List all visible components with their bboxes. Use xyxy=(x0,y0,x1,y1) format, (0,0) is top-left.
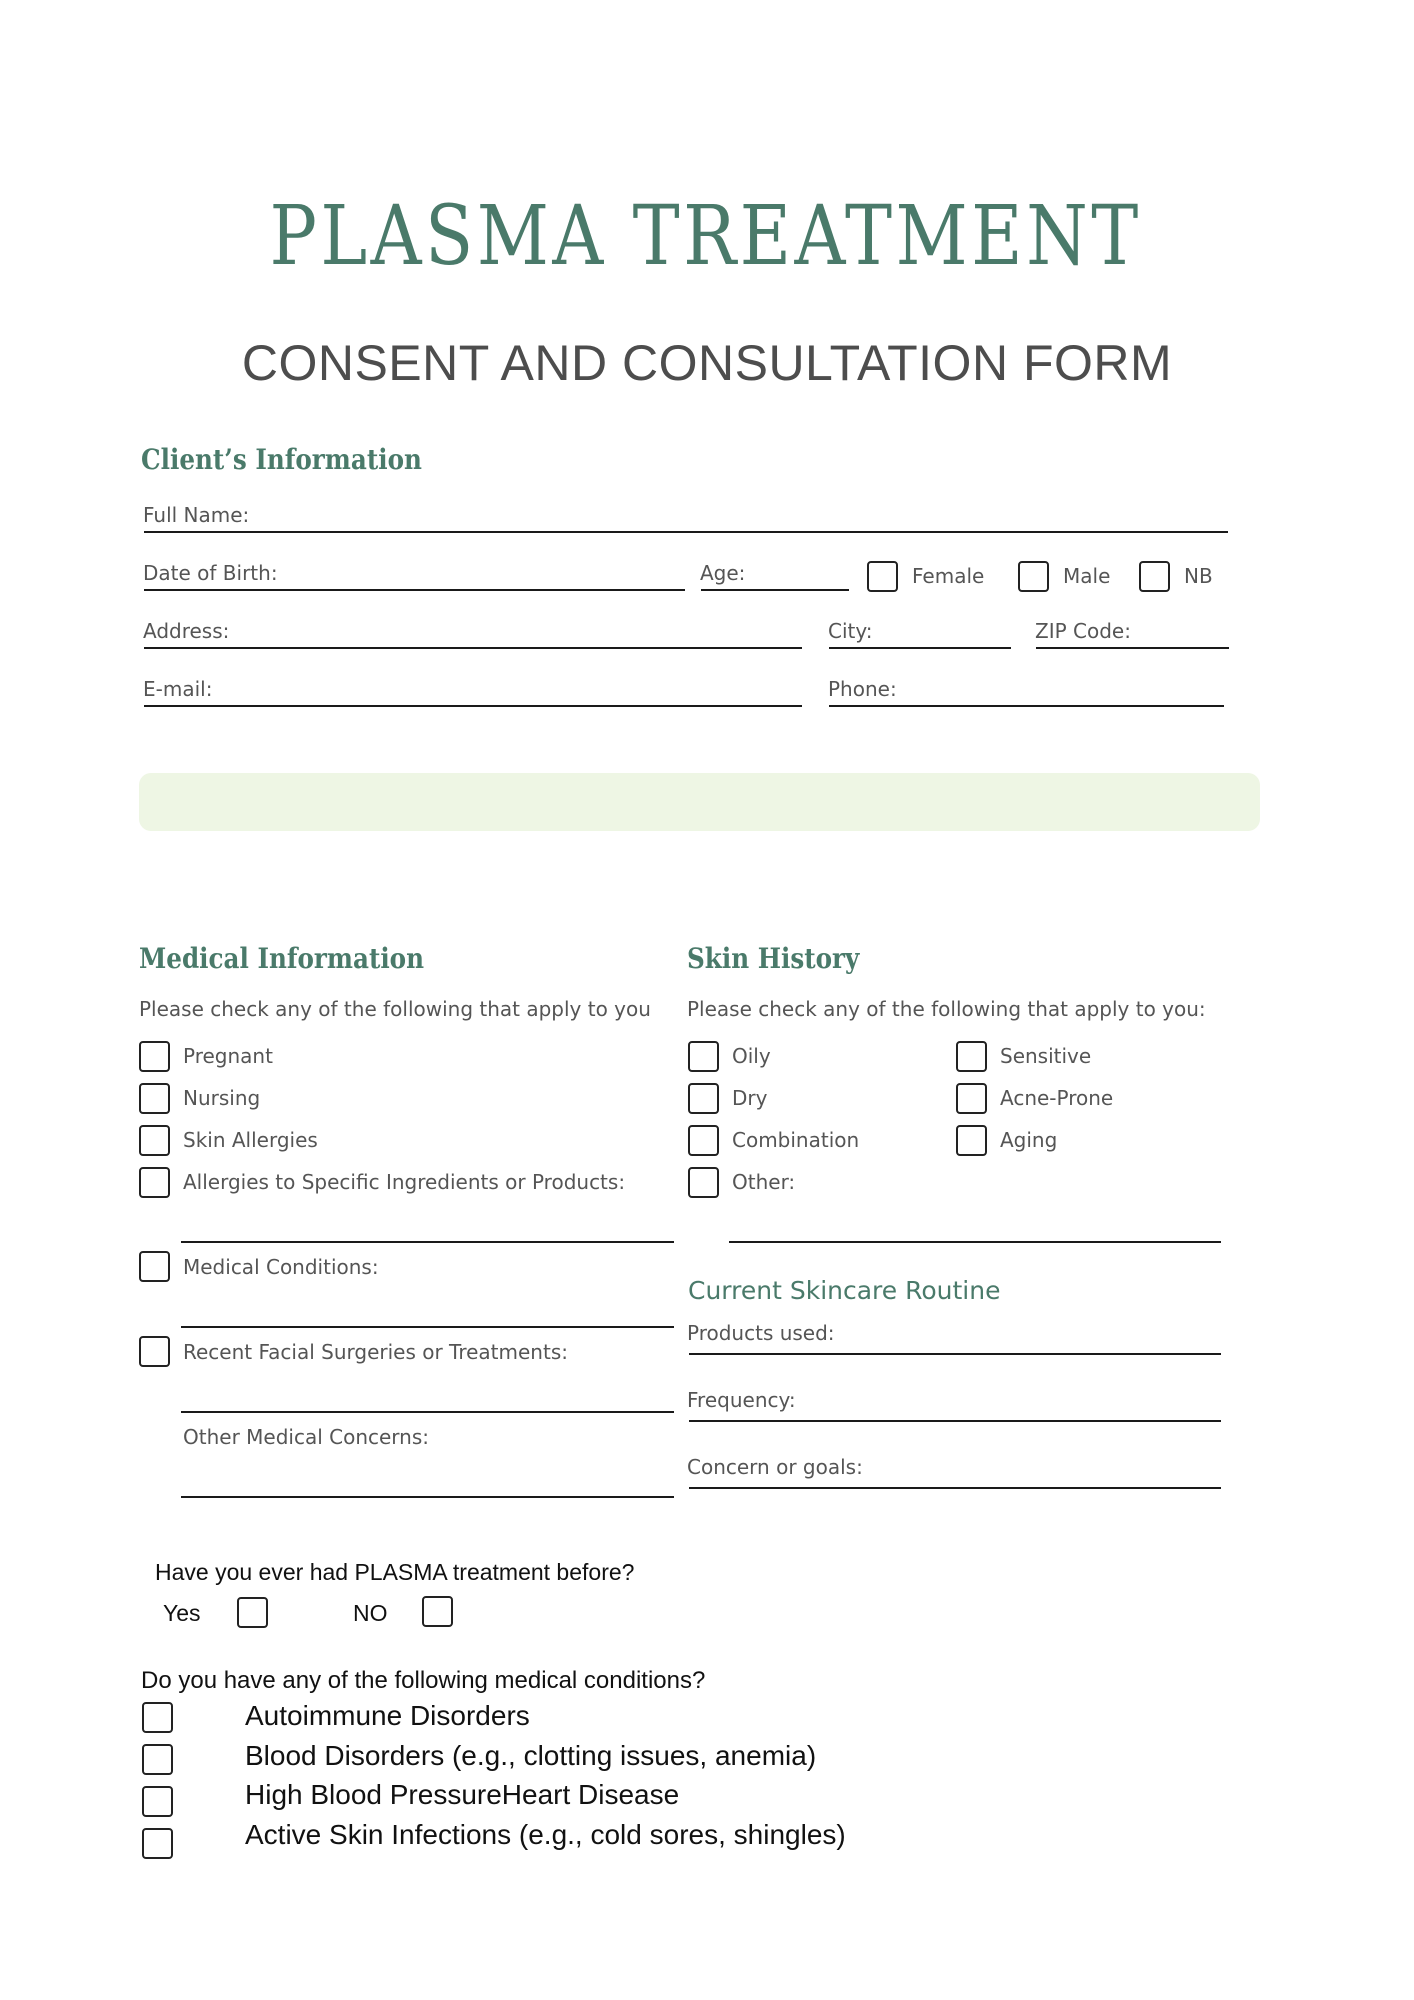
conditions-question: Do you have any of the following medical conditions? xyxy=(141,1667,706,1694)
plasma-yes-checkbox[interactable] xyxy=(237,1597,268,1628)
address-label: Address: xyxy=(143,619,230,643)
address-field[interactable] xyxy=(144,647,802,649)
plasma-history-question: Have you ever had PLASMA treatment before? xyxy=(155,1559,635,1585)
high-blood-pressure-label: High Blood PressureHeart Disease xyxy=(245,1779,680,1810)
nursing-label: Nursing xyxy=(183,1086,261,1110)
dob-field[interactable] xyxy=(144,589,685,591)
form-title: PLASMA TREATMENT xyxy=(269,189,1142,284)
phone-label: Phone: xyxy=(828,677,897,701)
autoimmune-label: Autoimmune Disorders xyxy=(245,1700,530,1731)
section-divider-band xyxy=(139,773,1260,831)
sensitive-label: Sensitive xyxy=(1000,1044,1092,1068)
other-concerns-label: Other Medical Concerns: xyxy=(183,1425,430,1449)
gender-female-checkbox[interactable] xyxy=(867,561,898,592)
high-blood-pressure-checkbox[interactable] xyxy=(142,1786,173,1817)
other-concerns-field[interactable] xyxy=(181,1496,674,1498)
frequency-label: Frequency: xyxy=(687,1388,796,1412)
form-subtitle: CONSENT AND CONSULTATION FORM xyxy=(241,335,1173,391)
other-skin-field[interactable] xyxy=(729,1241,1221,1243)
age-label: Age: xyxy=(700,561,746,585)
recent-surgeries-label: Recent Facial Surgeries or Treatments: xyxy=(183,1340,568,1364)
city-field[interactable] xyxy=(829,647,1011,649)
skin-history-instruction: Please check any of the following that apply to you: xyxy=(687,997,1206,1021)
combination-label: Combination xyxy=(732,1128,860,1152)
medical-info-heading: Medical Information xyxy=(139,942,425,975)
skincare-routine-heading: Current Skincare Routine xyxy=(688,1276,1001,1305)
autoimmune-checkbox[interactable] xyxy=(142,1702,173,1733)
pregnant-checkbox[interactable] xyxy=(139,1041,170,1072)
oily-checkbox[interactable] xyxy=(688,1041,719,1072)
dry-checkbox[interactable] xyxy=(688,1083,719,1114)
concerns-goals-label: Concern or goals: xyxy=(687,1455,863,1479)
email-field[interactable] xyxy=(144,705,802,707)
client-info-heading: Client’s Information xyxy=(141,443,422,476)
products-used-label: Products used: xyxy=(687,1321,835,1345)
dry-label: Dry xyxy=(732,1086,768,1110)
dob-label: Date of Birth: xyxy=(143,561,278,585)
combination-checkbox[interactable] xyxy=(688,1125,719,1156)
ingredient-allergies-field[interactable] xyxy=(181,1241,674,1243)
gender-female-label: Female xyxy=(912,564,985,588)
other-skin-label: Other: xyxy=(732,1170,796,1194)
recent-surgeries-field[interactable] xyxy=(181,1411,674,1413)
sensitive-checkbox[interactable] xyxy=(956,1041,987,1072)
frequency-field[interactable] xyxy=(689,1420,1221,1422)
blood-disorders-checkbox[interactable] xyxy=(142,1744,173,1775)
medical-conditions-checkbox[interactable] xyxy=(139,1251,170,1282)
email-label: E-mail: xyxy=(143,677,213,701)
gender-male-checkbox[interactable] xyxy=(1018,561,1049,592)
plasma-yes-label: Yes xyxy=(163,1600,201,1626)
skin-history-heading: Skin History xyxy=(687,942,860,975)
skin-infections-label: Active Skin Infections (e.g., cold sores, shingles) xyxy=(245,1819,846,1850)
products-used-field[interactable] xyxy=(689,1353,1221,1355)
pregnant-label: Pregnant xyxy=(183,1044,273,1068)
gender-nb-checkbox[interactable] xyxy=(1139,561,1170,592)
skin-allergies-checkbox[interactable] xyxy=(139,1125,170,1156)
aging-label: Aging xyxy=(1000,1128,1058,1152)
ingredient-allergies-checkbox[interactable] xyxy=(139,1167,170,1198)
age-field[interactable] xyxy=(701,589,849,591)
oily-label: Oily xyxy=(732,1044,771,1068)
zip-field[interactable] xyxy=(1036,647,1229,649)
phone-field[interactable] xyxy=(829,705,1224,707)
aging-checkbox[interactable] xyxy=(956,1125,987,1156)
ingredient-allergies-label: Allergies to Specific Ingredients or Products: xyxy=(183,1170,626,1194)
full-name-field[interactable] xyxy=(144,531,1228,533)
blood-disorders-label: Blood Disorders (e.g., clotting issues, anemia) xyxy=(245,1740,817,1771)
medical-info-instruction: Please check any of the following that apply to you xyxy=(139,997,651,1021)
gender-nb-label: NB xyxy=(1184,564,1213,588)
medical-conditions-field[interactable] xyxy=(181,1326,674,1328)
gender-male-label: Male xyxy=(1063,564,1111,588)
medical-conditions-label: Medical Conditions: xyxy=(183,1255,379,1279)
plasma-no-label: NO xyxy=(353,1600,388,1626)
acne-prone-label: Acne-Prone xyxy=(1000,1086,1114,1110)
skin-allergies-label: Skin Allergies xyxy=(183,1128,318,1152)
full-name-label: Full Name: xyxy=(143,503,250,527)
nursing-checkbox[interactable] xyxy=(139,1083,170,1114)
plasma-no-checkbox[interactable] xyxy=(422,1596,453,1627)
recent-surgeries-checkbox[interactable] xyxy=(139,1336,170,1367)
concerns-goals-field[interactable] xyxy=(689,1487,1221,1489)
city-label: City: xyxy=(828,619,873,643)
other-skin-checkbox[interactable] xyxy=(688,1167,719,1198)
zip-label: ZIP Code: xyxy=(1035,619,1131,643)
acne-prone-checkbox[interactable] xyxy=(956,1083,987,1114)
skin-infections-checkbox[interactable] xyxy=(142,1828,173,1859)
